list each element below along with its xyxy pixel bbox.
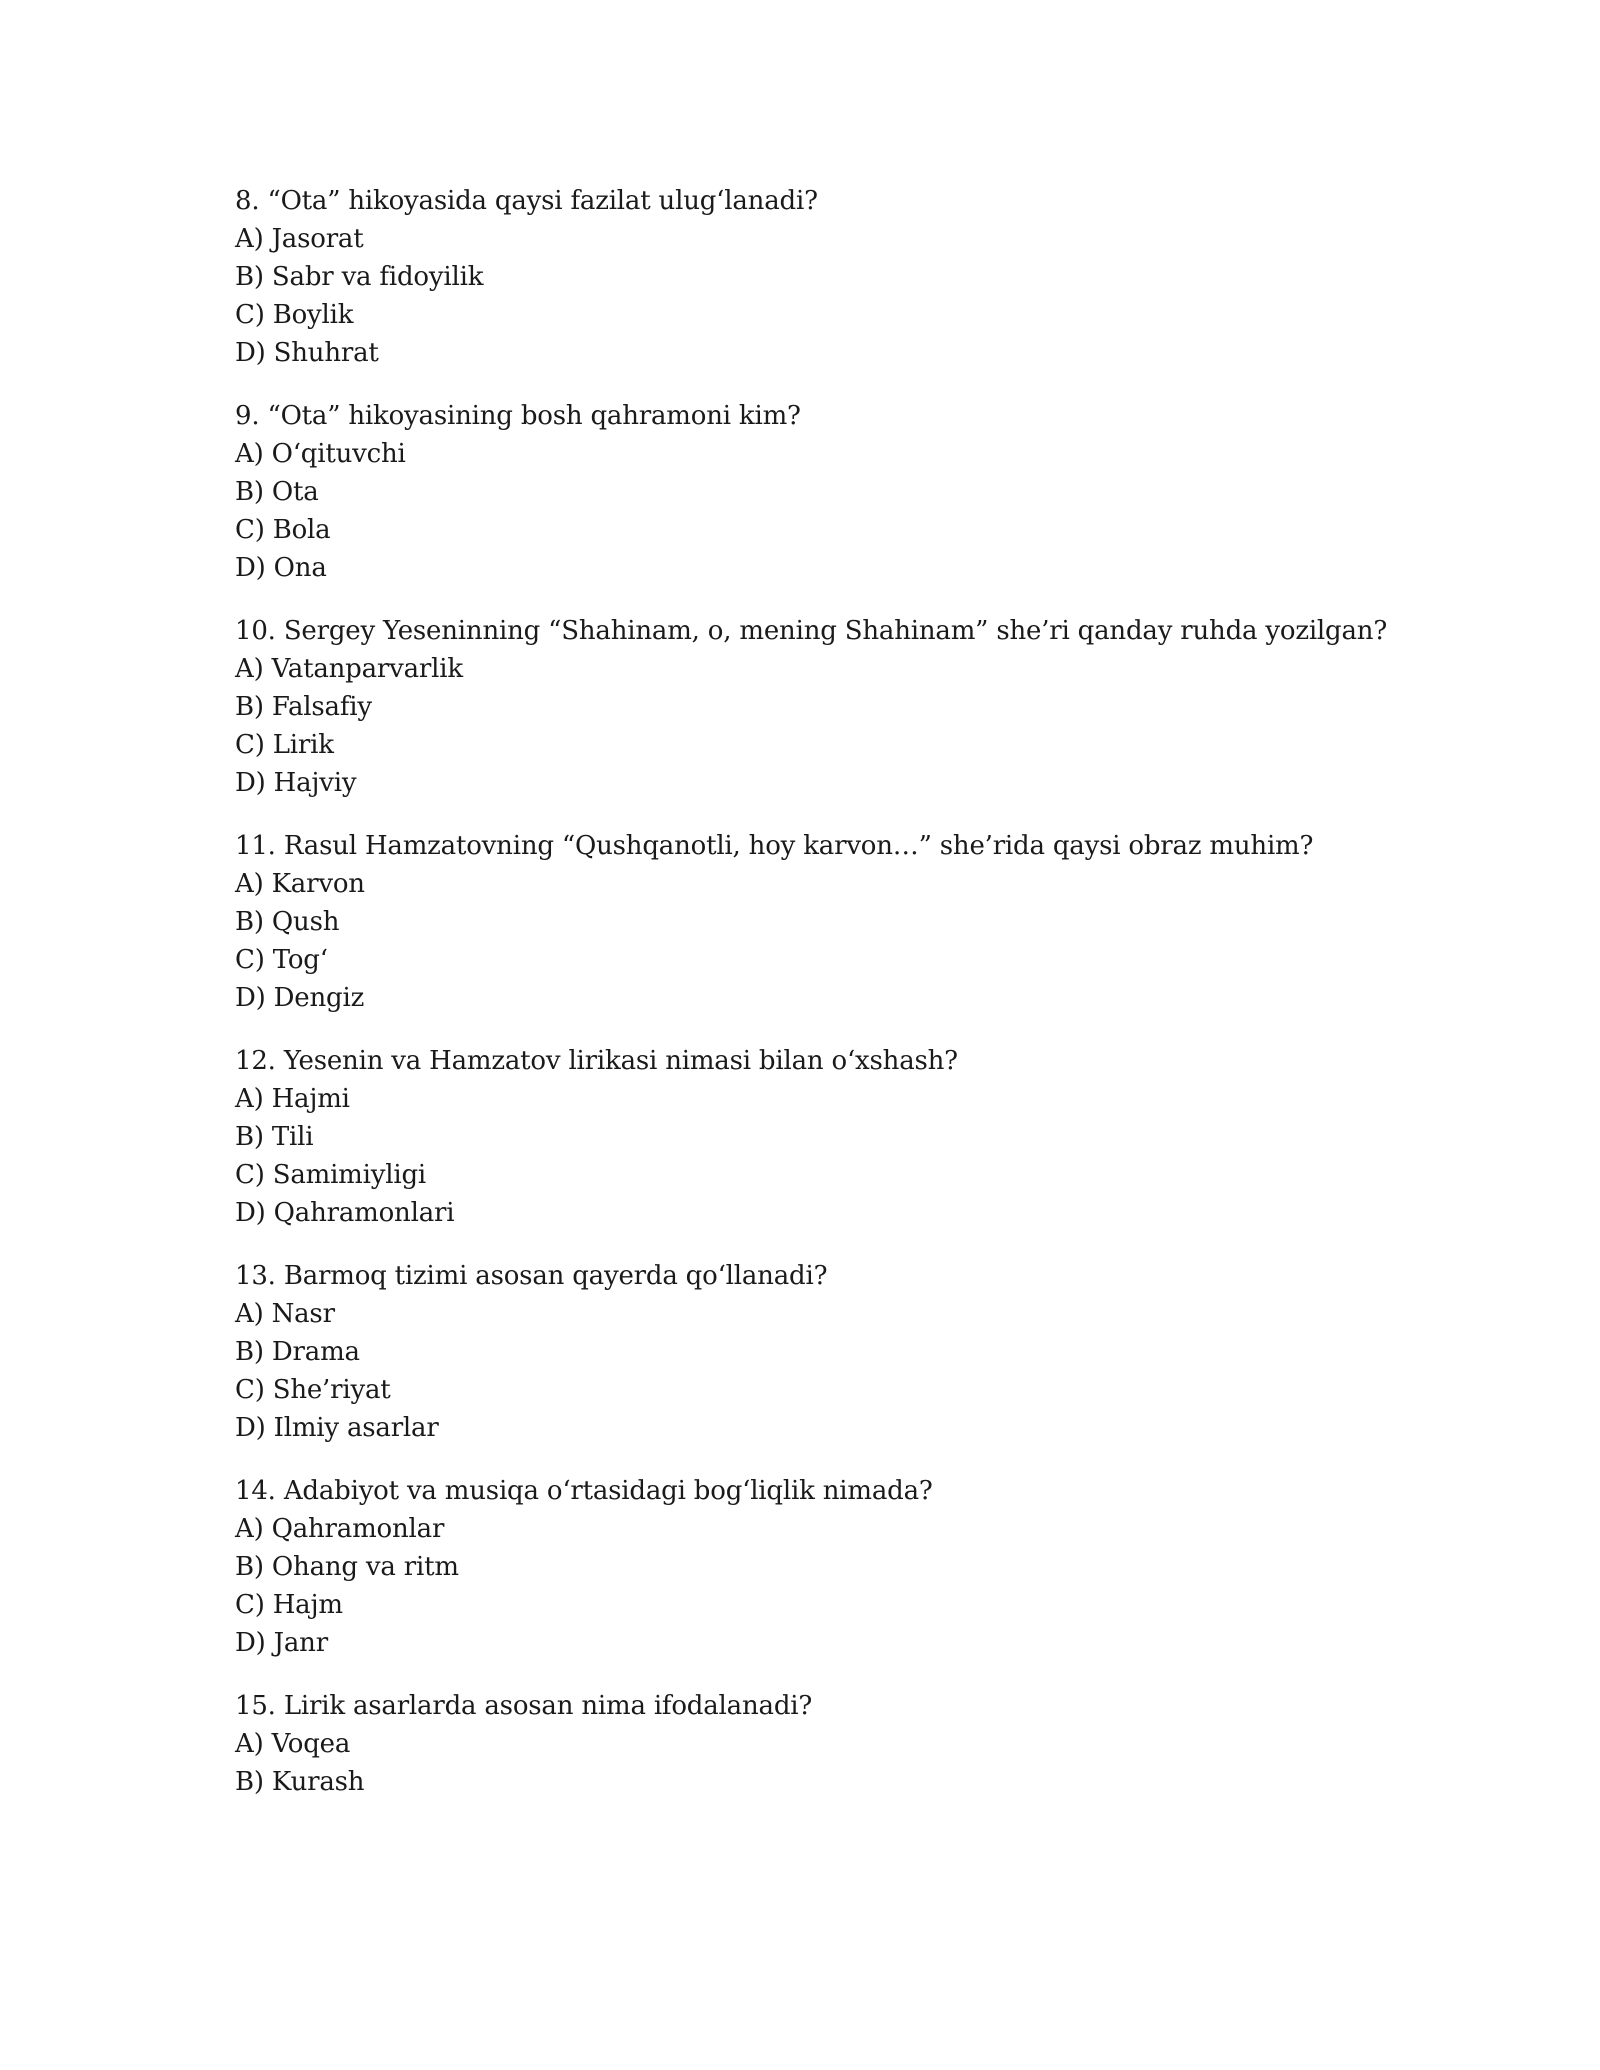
answer-option: C) She’riyat <box>235 1375 391 1405</box>
answer-option: C) Samimiyligi <box>235 1160 427 1190</box>
question-text: 15. Lirik asarlarda asosan nima ifodalanadi? <box>235 1691 813 1721</box>
answer-option: B) Sabr va fidoyilik <box>235 262 484 292</box>
answer-option: A) Voqea <box>235 1729 351 1759</box>
question-text: 13. Barmoq tizimi asosan qayerda qo‘llanadi? <box>235 1261 828 1291</box>
answer-option: A) Nasr <box>235 1299 335 1329</box>
answer-option: D) Shuhrat <box>235 338 379 368</box>
question-block-9 <box>235 397 1435 587</box>
question-text: 14. Adabiyot va musiqa o‘rtasidagi bog‘liqlik nimada? <box>235 1476 933 1506</box>
question-text: 10. Sergey Yeseninning “Shahinam, o, mening Shahinam” she’ri qanday ruhda yozilgan? <box>235 616 1388 646</box>
question-text: 9. “Ota” hikoyasining bosh qahramoni kim? <box>235 401 801 431</box>
answer-option: A) Qahramonlar <box>235 1514 445 1544</box>
answer-option: D) Janr <box>235 1628 328 1658</box>
answer-option: B) Ohang va ritm <box>235 1552 459 1582</box>
question-block-15 <box>235 1687 1435 1801</box>
question-block-13 <box>235 1257 1435 1447</box>
answer-option: B) Kurash <box>235 1767 365 1797</box>
question-text: 8. “Ota” hikoyasida qaysi fazilat ulug‘lanadi? <box>235 186 818 216</box>
answer-option: A) Hajmi <box>235 1084 350 1114</box>
answer-option: C) Tog‘ <box>235 945 328 975</box>
question-block-10 <box>235 612 1435 802</box>
answer-option: A) O‘qituvchi <box>235 439 406 469</box>
answer-option: C) Hajm <box>235 1590 343 1620</box>
answer-option: C) Lirik <box>235 730 334 760</box>
answer-option: B) Ota <box>235 477 319 507</box>
answer-option: D) Dengiz <box>235 983 365 1013</box>
question-block-14 <box>235 1472 1435 1662</box>
answer-option: B) Falsafiy <box>235 692 372 722</box>
question-block-8 <box>235 182 1435 372</box>
answer-option: D) Hajviy <box>235 768 357 798</box>
question-block-11 <box>235 827 1435 1017</box>
answer-option: D) Ona <box>235 553 327 583</box>
answer-option: A) Jasorat <box>235 224 364 254</box>
answer-option: A) Karvon <box>235 869 365 899</box>
question-text: 12. Yesenin va Hamzatov lirikasi nimasi bilan o‘xshash? <box>235 1046 958 1076</box>
answer-option: D) Qahramonlari <box>235 1198 455 1228</box>
question-block-12 <box>235 1042 1435 1232</box>
answer-option: C) Boylik <box>235 300 354 330</box>
answer-option: B) Tili <box>235 1122 314 1152</box>
answer-option: A) Vatanparvarlik <box>235 654 463 684</box>
answer-option: B) Qush <box>235 907 340 937</box>
answer-option: D) Ilmiy asarlar <box>235 1413 439 1443</box>
quiz-page <box>235 182 1435 1826</box>
question-text: 11. Rasul Hamzatovning “Qushqanotli, hoy karvon…” she’rida qaysi obraz muhim? <box>235 831 1314 861</box>
answer-option: C) Bola <box>235 515 331 545</box>
answer-option: B) Drama <box>235 1337 360 1367</box>
